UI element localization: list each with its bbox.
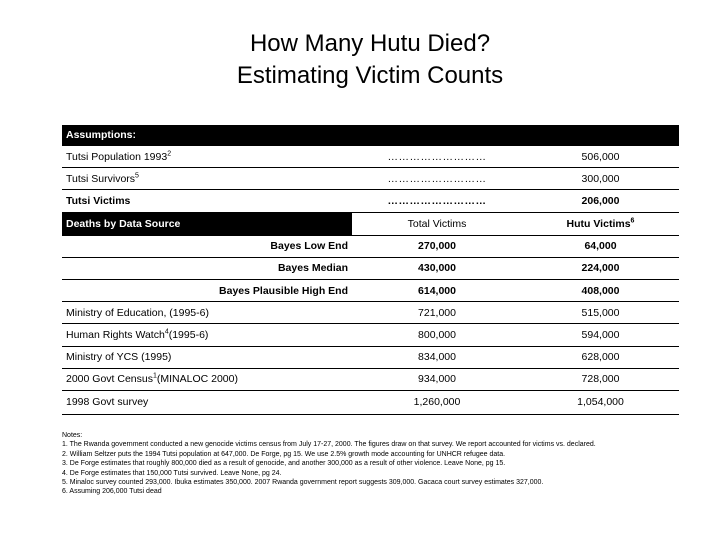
total-victims-value: 614,000 [352, 279, 522, 301]
source-label: 2000 Govt Census$^1$(MINALOC 2000) [62, 368, 352, 390]
bayes-row [62, 279, 679, 301]
total-victims-value: 934,000 [352, 368, 522, 390]
source-label: Ministry of YCS (1995) [62, 346, 352, 368]
bayes-row [62, 257, 679, 279]
hutu-victims-value: 628,000 [522, 346, 679, 368]
bayes-row [62, 235, 679, 257]
total-victims-value: 1,260,000 [352, 390, 522, 414]
source-label: Human Rights Watch$^4$(1995-6) [62, 324, 352, 346]
assumption-label: Tutsi Population 1993$^2$ [62, 146, 352, 168]
assumption-row [62, 168, 679, 190]
assumption-value: 300,000 [522, 168, 679, 190]
hutu-victims-value: 594,000 [522, 324, 679, 346]
total-victims-value: 270,000 [352, 235, 522, 257]
assumptions-header-row [62, 125, 679, 146]
footnote: 5. Minaloc survey counted 293,000. Ibuka estimates 350,000. 2007 Rwanda government report suggests 309,000. Gacaca court survey estimates 327,000. [62, 479, 544, 487]
assumptions-header: Assumptions: [62, 125, 679, 146]
footnote: 6. Assuming 206,000 Tutsi dead [62, 488, 162, 496]
hutu-victims-header: Hutu Victims$^6$ [522, 212, 679, 235]
bayes-label: Bayes Plausible High End [62, 279, 352, 301]
page-title [0, 28, 720, 92]
footnote: 4. De Forge estimates that 150,000 Tutsi survived. Leave None, pg 24. [62, 469, 282, 477]
notes-heading: Notes: [62, 432, 83, 439]
hutu-victims-value: 408,000 [522, 279, 679, 301]
total-victims-value: 430,000 [352, 257, 522, 279]
source-row [62, 324, 679, 346]
hutu-victims-value: 1,054,000 [522, 390, 679, 414]
hutu-victims-value: 64,000 [522, 235, 679, 257]
leader-dots: ……………………… [352, 168, 522, 190]
leader-dots: ……………………… [352, 190, 522, 212]
assumption-row [62, 190, 679, 212]
assumption-row [62, 146, 679, 168]
hutu-victims-value: 728,000 [522, 368, 679, 390]
assumption-value: 206,000 [522, 190, 679, 212]
leader-dots: ……………………… [352, 146, 522, 168]
hutu-victims-value: 224,000 [522, 257, 679, 279]
total-victims-value: 834,000 [352, 346, 522, 368]
title-line-1: How Many Hutu Died? [249, 30, 491, 57]
footnote: 3. De Forge estimates that roughly 800,000 died as a result of genocide, and another 300,000 as a result of other violence. Leave None, pg 15. [62, 460, 506, 468]
source-row [62, 302, 679, 324]
total-victims-header: Total Victims [352, 212, 522, 235]
victim-count-table [62, 125, 679, 415]
assumption-value: 506,000 [522, 146, 679, 168]
footnote: 2. William Seltzer puts the 1994 Tutsi population at 647,000. De Forge, pg 15. We use 2.5% growth mode accounting for UNHCR refugee data. [62, 450, 506, 458]
source-label: Ministry of Education, (1995-6) [62, 302, 352, 324]
assumption-label: Tutsi Survivors$^5$ [62, 168, 352, 190]
bayes-label: Bayes Low End [62, 235, 352, 257]
deaths-header-row [62, 212, 679, 235]
total-victims-value: 800,000 [352, 324, 522, 346]
hutu-victims-value: 515,000 [522, 302, 679, 324]
deaths-header: Deaths by Data Source [62, 212, 352, 235]
title-line-2: Estimating Victim Counts [236, 62, 504, 89]
source-row [62, 390, 679, 414]
bayes-label: Bayes Median [62, 257, 352, 279]
footnote: 1. The Rwanda government conducted a new genocide victims census from July 17-27, 2000. The figures draw on that survey. We report accounted for victims vs. declared. [62, 441, 596, 449]
source-label: 1998 Govt survey [62, 390, 352, 414]
source-row [62, 368, 679, 390]
assumption-label: Tutsi Victims [62, 190, 352, 212]
source-row [62, 346, 679, 368]
footnotes [62, 431, 596, 497]
total-victims-value: 721,000 [352, 302, 522, 324]
